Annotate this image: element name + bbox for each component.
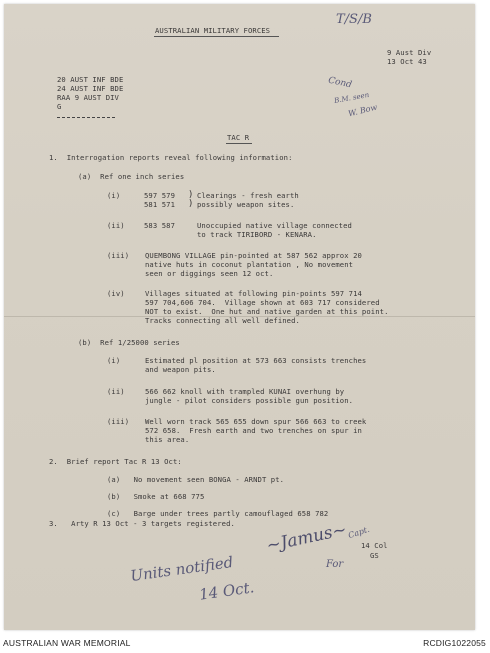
margin-note-line-2: B.M. seen [333,90,370,106]
signature-time: 14 Col [361,541,388,550]
para-1a-iv-label: (iv) [107,289,125,298]
para-2a: (a) No movement seen BONGA - ARNDT pt. [107,475,285,484]
para-1b-iii-text-2: 572 658. Fresh earth and two trenches on spur in [145,426,362,435]
subject: TAC R [227,133,250,142]
para-1a-i-ref-2: 581 571 [144,200,175,209]
subject-underline [226,143,252,144]
para-1a-i-label: (i) [107,191,121,200]
recipient-1: 20 AUST INF BDE [57,75,124,84]
title-underline [154,36,279,37]
margin-note-line-1: Cond [327,75,353,91]
para-1a-iv-text-1: Villages situated at following pin-points 597 714 [145,289,362,298]
para-1a-ii-text-1: Unoccupied native village connected [197,221,352,230]
para-2b: (b) Smoke at 668 775 [107,492,205,501]
para-1: 1. Interrogation reports reveal following information: [49,153,293,162]
recipient-4: G [57,102,62,111]
para-1a-iii-text-3: seen or diggings seen 12 oct. [145,269,274,278]
brace: ) [188,190,194,200]
signature-code: GS [370,551,379,560]
para-2c: (c) Barge under trees partly camouflaged 658 782 [107,509,329,518]
margin-note-line-3: W. Bow [347,102,379,119]
para-1b-iii-text-3: this area. [145,435,190,444]
document-date: 13 Oct 43 [387,57,427,66]
para-1b-iii-label: (iii) [107,417,130,426]
document-title: AUSTRALIAN MILITARY FORCES [155,26,271,35]
para-1b-i-text-1: Estimated pl position at 573 663 consists trenches [145,356,367,365]
para-1a-i-ref-1: 597 579 [144,191,175,200]
brace: ) [188,199,194,209]
recipient-3: RAA 9 AUST DIV [57,93,119,102]
para-1a-iii-text-1: QUEMBONG VILLAGE pin-pointed at 587 562 approx 20 [145,251,362,260]
document-page [4,4,475,630]
para-3: 3. Arty R 13 Oct - 3 targets registered. [49,519,235,528]
handwritten-note-line-1: Units notified [129,552,235,586]
para-1a-iv-text-4: Tracks connecting all well defined. [145,316,300,325]
recipient-divider [57,117,115,118]
para-1b-ii-label: (ii) [107,387,125,396]
para-2: 2. Brief report Tac R 13 Oct: [49,457,182,466]
signature-for: For [326,559,344,570]
para-1a-ii-label: (ii) [107,221,125,230]
para-1b: (b) Ref 1/25000 series [78,338,180,347]
handwritten-note-line-2: 14 Oct. [198,578,256,604]
para-1b-ii-text-1: 566 662 knoll with trampled KUNAI overhung by [145,387,345,396]
para-1a-iii-label: (iii) [107,251,130,260]
para-1b-i-text-2: and weapon pits. [145,365,216,374]
para-1a: (a) Ref one inch series [78,172,185,181]
footer-record-id: RCDIG1022055 [423,638,486,648]
signature-scrawl: ~Jamus~ [264,519,349,557]
para-1a-iv-text-3: NOT to exist. One hut and native garden at this point. [145,307,389,316]
para-1a-ii-text-2: to track TIRIBORD - KENARA. [197,230,317,239]
footer-archive-name: AUSTRALIAN WAR MEMORIAL [3,638,131,648]
para-1a-ii-ref: 583 587 [144,221,175,230]
para-1b-iii-text-1: Well worn track 565 655 down spur 566 663 to creek [145,417,367,426]
signature-rank: Capt. [347,524,371,541]
recipient-2: 24 AUST INF BDE [57,84,124,93]
para-1a-i-text-1: Clearings - fresh earth [197,191,299,200]
para-1a-iv-text-2: 597 704,606 704. Village shown at 603 717 considered [145,298,380,307]
para-1a-i-text-2: possibly weapon sites. [197,200,295,209]
originator: 9 Aust Div [387,48,432,57]
top-annotation: T/S/B [336,12,372,27]
para-1b-i-label: (i) [107,356,121,365]
para-1a-iii-text-2: native huts in coconut plantation , No movement [145,260,354,269]
para-1b-ii-text-2: jungle - pilot considers possible gun position. [145,396,354,405]
